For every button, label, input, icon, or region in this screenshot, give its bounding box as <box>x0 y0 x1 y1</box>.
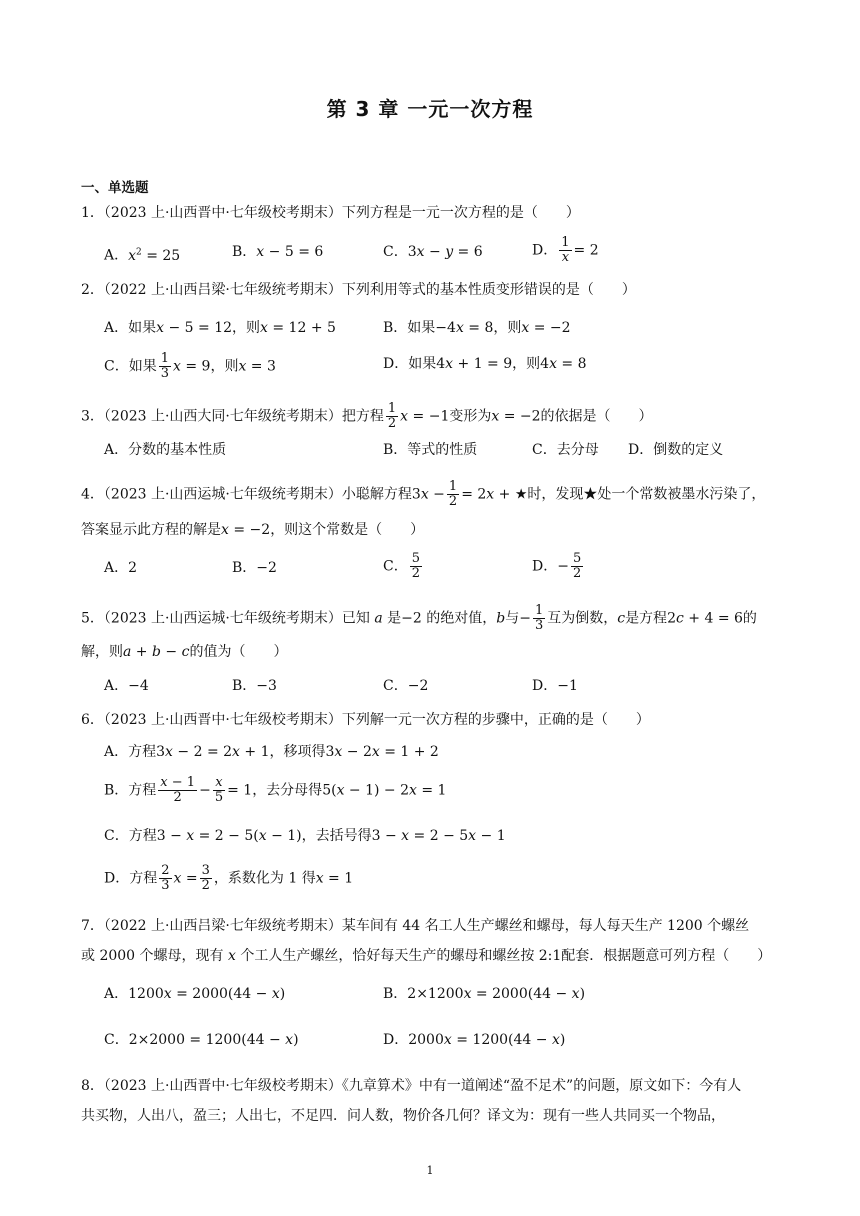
q1-stem: 1．（2023 上·山西晋中·七年级校考期末）下列方程是一元一次方程的是（ ） <box>81 205 580 221</box>
q5-option-b: B．−3 <box>232 678 277 694</box>
q7-stem-line2: 或 2000 个螺母，现有 x 个工人生产螺丝，恰好每天生产的螺母和螺丝按 2:1配套．根据题意可列方程（ ） <box>81 948 772 964</box>
q5-stem-line2: 解，则a + b − c的值为（ ） <box>81 644 288 660</box>
page-title: 第 3 章 一元一次方程 <box>326 97 534 121</box>
page-number: 1 <box>426 1164 434 1177</box>
q2-option-d: D．如果4x + 1 = 9，则4x = 8 <box>383 356 587 372</box>
q5-option-c: C．−2 <box>383 678 429 694</box>
q6-option-c: C．方程3 − x = 2 − 5(x − 1)，去括号得3 − x = 2 − 5x − 1 <box>104 828 506 844</box>
q8-stem-line2: 共买物，人出八，盈三；人出七，不足四．问人数，物价各几何？译文为：现有一些人共同买一个物品， <box>81 1108 725 1124</box>
q2-stem: 2．（2022 上·山西吕梁·七年级统考期末）下列利用等式的基本性质变形错误的是（ ） <box>81 282 636 298</box>
section-heading: 一、单选题 <box>81 180 149 196</box>
q7-stem: 7．（2022 上·山西吕梁·七年级统考期末）某车间有 44 名工人生产螺丝和螺母，每人每天生产 1200 个螺丝 <box>81 918 750 934</box>
q7-option-c: C．2×2000 = 1200(44 − x) <box>104 1032 299 1048</box>
q6-option-d: D．方程 $\frac{2}{3}$ x = $\frac{3}{2}$ ，系数化为 1 得x = 1 <box>104 863 354 893</box>
q8-stem: 8．（2023 上·山西晋中·七年级校考期末）《九章算术》中有一道阐述“盈不足术”的问题，原文如下：今有人 <box>81 1078 742 1094</box>
q4-option-d: D．− $\frac{5}{2}$ <box>532 551 582 581</box>
q7-option-b: B．2×1200x = 2000(44 − x) <box>383 986 586 1002</box>
q5-option-a: A．−4 <box>104 678 149 694</box>
q6-option-b: B．方程 $\frac{x - 1}{2}$ − $\frac{x}{5}$ = 1，去分母得5(x − 1) − 2x = 1 <box>104 775 447 805</box>
q4-option-a: A．2 <box>104 560 138 576</box>
q1-option-b: B．x − 5 = 6 <box>232 244 324 260</box>
q2-option-c: C．如果 $\frac{1}{3}$ x = 9，则x = 3 <box>104 351 276 381</box>
q3-option-c: C．去分母 <box>532 442 599 458</box>
q6-stem: 6．（2023 上·山西晋中·七年级校考期末）下列解一元一次方程的步骤中，正确的是（ ） <box>81 712 650 728</box>
q6-option-a: A．方程3x − 2 = 2x + 1，移项得3x − 2x = 1 + 2 <box>104 744 439 760</box>
q2-option-a: A．如果x − 5 = 12，则x = 12 + 5 <box>104 320 336 336</box>
q7-option-a: A．1200x = 2000(44 − x) <box>104 986 286 1002</box>
q2-option-b: B．如果−4x = 8，则x = −2 <box>383 320 571 336</box>
q4-option-c: C． $\frac{5}{2}$ <box>383 551 420 581</box>
q4-option-b: B．−2 <box>232 560 277 576</box>
q3-option-d: D．倒数的定义 <box>628 442 724 458</box>
q5-option-d: D．−1 <box>532 678 578 694</box>
q7-option-d: D．2000x = 1200(44 − x) <box>383 1032 566 1048</box>
q3-option-b: B．等式的性质 <box>383 442 478 458</box>
q4-stem-line2: 答案显示此方程的解是x = −2，则这个常数是（ ） <box>81 522 425 538</box>
q1-option-c: C．3x − y = 6 <box>383 244 483 260</box>
q1-option-a: A．$x^2 = 25$ <box>104 247 181 264</box>
q1-option-d: D． $\frac{1}{x}$ = 2 <box>532 235 599 265</box>
q3-stem: 3．（2023 上·山西大同·七年级统考期末）把方程 $\frac{1}{2}$ x = −1变形为x = −2的依据是（ ） <box>81 401 653 431</box>
q3-option-a: A．分数的基本性质 <box>104 442 227 458</box>
q4-stem: 4．（2023 上·山西运城·七年级统考期末）小聪解方程3x − $\frac{1}{2}$ = 2x + ★时，发现★处一个常数被墨水污染了， <box>81 479 766 509</box>
q5-stem: 5．（2023 上·山西运城·七年级统考期末）已知 a 是−2 的绝对值，b与− $\frac{1}{3}$ 互为倒数，c是方程2c + 4 = 6的 <box>81 603 757 633</box>
